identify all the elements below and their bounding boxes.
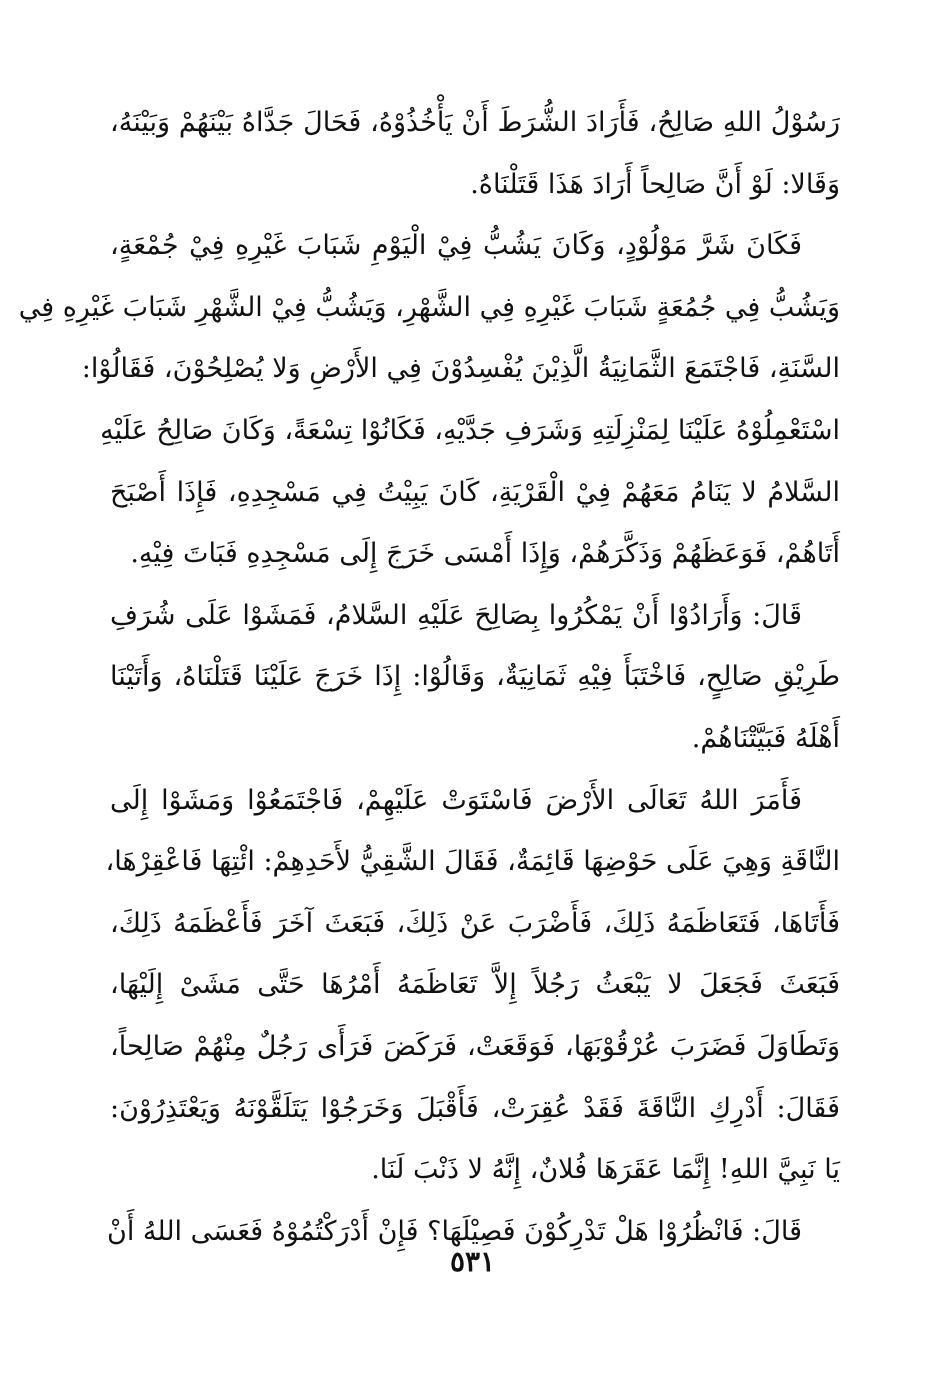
- text-line: طَرِيْقِ صَالِحٍ، فَاخْتَبَأَ فِيْهِ ثَمَانِيَةٌ، وَقَالُوْا: إِذَا خَرَجَ عَلَيْنَا قَتَلْنَاهُ، وَأَتَيْنَا: [110, 661, 840, 693]
- text-line: السَّنَةِ، فَاجْتَمَعَ الثَّمَانِيَةُ الَّذِيْنَ يُفْسِدُوْنَ فِي الأَرْضِ وَلا يُصْلِحُوْنَ، فَقَالُوْا:: [81, 353, 840, 385]
- text-line: وَتَطَاوَلَ فَضَرَبَ عُرْقُوْبَهَا، فَوَقَعَتْ، فَرَكَضَ فَرَأَى رَجُلٌ مِنْهُمْ صَالِحاً،: [110, 1030, 840, 1062]
- text-line: السَّلامُ لا يَنَامُ مَعَهُمْ فِيْ الْقَرْيَةِ، كَانَ يَبِيْتُ فِي مَسْجِدِهِ، فَإِذَا أَصْبَحَ: [110, 476, 840, 508]
- page-number: ٥٣١: [449, 1245, 496, 1278]
- text-line: النَّاقَةِ وَهِيَ عَلَى حَوْضِهَا قَائِمَةٌ، فَقَالَ الشَّقِيُّ لأَحَدِهِمْ: ائْتِهَا فَاعْقِرْهَا،: [105, 846, 840, 878]
- text-line: أَهْلَهُ فَبَيَّتْنَاهُمْ.: [691, 722, 840, 754]
- text-line: فَقَالَ: أَدْرِكِ النَّاقَةَ فَقَدْ عُقِرَتْ، فَأَقْبَلَ وَخَرَجُوْا يَتَلَقَّوْنَهُ وَيَعْتَذِرُوْنَ:: [110, 1092, 840, 1124]
- text-line: فَبَعَثَ فَجَعَلَ لا يَبْعَثُ رَجُلاً إِلاَّ تَعَاظَمَهُ أَمْرُهَا حَتَّى مَشَىْ إِلَيْهَا،: [110, 969, 840, 1001]
- text-line: وَيَشُبُّ فِي جُمُعَةٍ شَبَابَ غَيْرِهِ فِي الشَّهْرِ، وَيَشُبُّ فِيْ الشَّهْرِ شَبَابَ غَيْرِهِ فِي: [18, 291, 840, 323]
- text-line: قَالَ: فَانْظُرُوْا هَلْ تَدْرِكُوْنَ فَصِيْلَهَا؟ فَإِنْ أَدْرَكْتُمُوْهُ فَعَسَى اللهُ أَنْ: [107, 1215, 802, 1247]
- text-line: فَكَانَ شَرَّ مَوْلُوْدٍ، وَكَانَ يَشُبُّ فِيْ الْيَوْمِ شَبَابَ غَيْرِهِ فِيْ جُمْعَةٍ،: [110, 230, 802, 262]
- text-line: أَتَاهُمْ، فَوَعَظَهُمْ وَذَكَّرَهُمْ، وَإِذَا أَمْسَى خَرَجَ إِلَى مَسْجِدِهِ فَبَاتَ فِيْهِ.: [130, 538, 840, 570]
- text-line: فَأَمَرَ اللهُ تَعَالَى الأَرْضَ فَاسْتَوَتْ عَلَيْهِمْ، فَاجْتَمَعُوْا وَمَشَوْا إِلَى: [110, 784, 802, 816]
- text-line: رَسُوْلُ اللهِ صَالِحُ، فَأَرَادَ الشُّرَطَ أَنْ يَأْخُذُوْهُ، فَحَالَ جَدَّاهُ بَيْنَهُمْ وَبَيْنَهُ،: [110, 107, 840, 138]
- text-line: قَالَ: وَأَرَادُوْا أَنْ يَمْكُرُوا بِصَالِحَ عَلَيْهِ السَّلامُ، فَمَشَوْا عَلَى شُرَفِ: [110, 599, 802, 631]
- text-line: يَا نَبِيَّ اللهِ! إِنَّمَا عَقَرَهَا فُلانٌ، إِنَّهُ لا ذَنْبَ لَنَا.: [371, 1154, 840, 1186]
- text-line: وَقَالا: لَوْ أَنَّ صَالِحاً أَرَادَ هَذَا قَتَلْنَاهُ.: [470, 168, 840, 200]
- text-line: فَأَتَاهَا، فَتَعَاظَمَهُ ذَلِكَ، فَأَضْرَبَ عَنْ ذَلِكَ، فَبَعَثَ آخَرَ فَأَعْظَمَهُ ذَلِكَ،: [110, 907, 840, 939]
- text-line: اسْتَعْمِلُوْهُ عَلَيْنَا لِمَنْزِلَتِهِ وَشَرَفِ جَدَّيْهِ، فَكَانُوْا تِسْعَةً، وَكَانَ صَالِحُ عَلَيْهِ: [100, 414, 840, 446]
- page-text: [18, 92, 840, 1262]
